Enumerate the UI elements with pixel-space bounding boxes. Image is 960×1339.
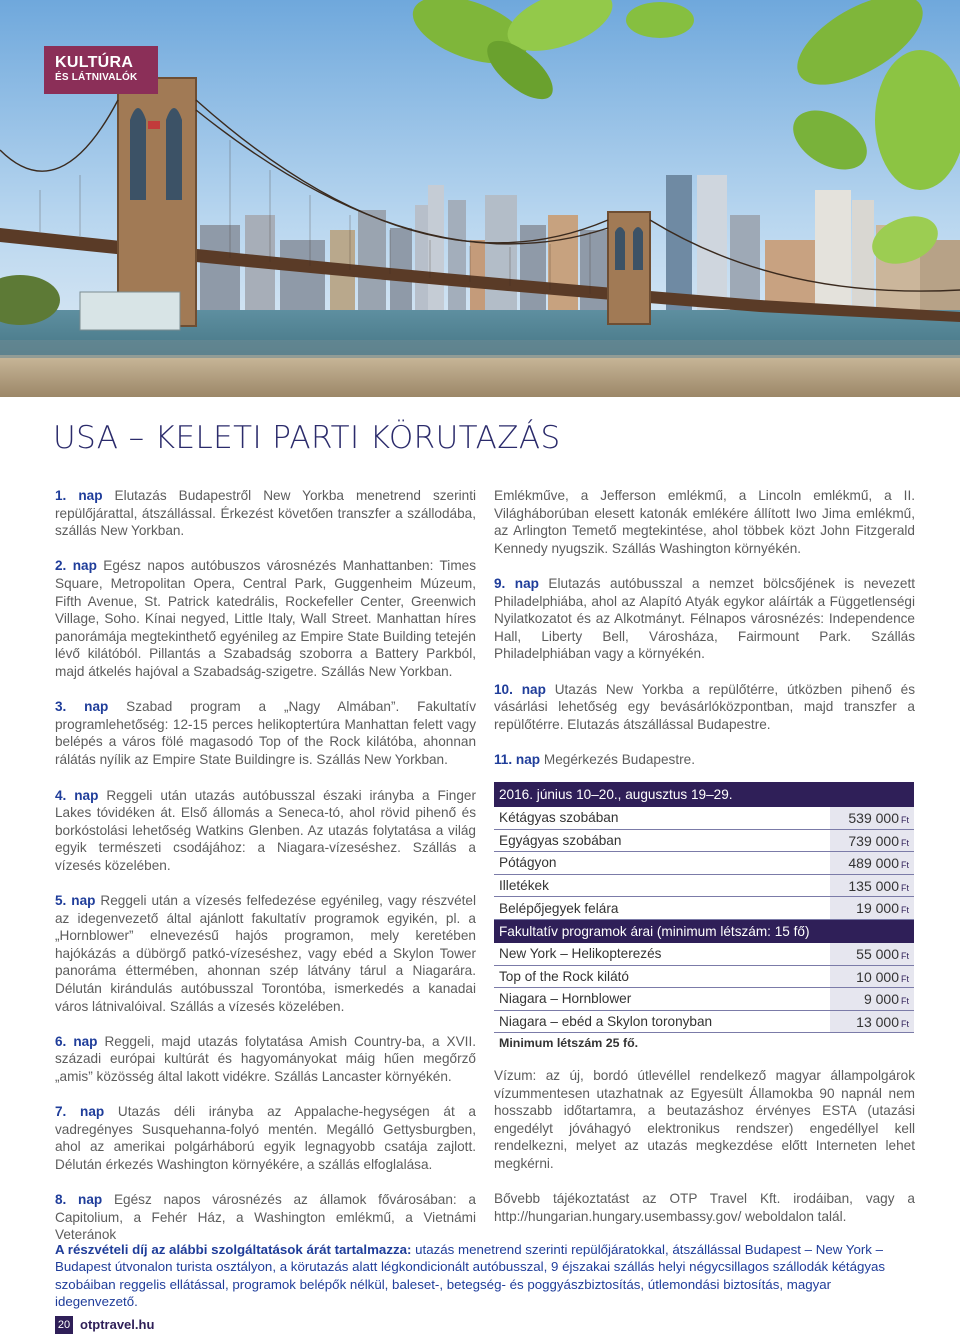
optional-price-row: New York – Helikopterezés 55 000 Ft bbox=[494, 943, 914, 966]
optional-price-row: Top of the Rock kilátó 10 000 Ft bbox=[494, 966, 914, 989]
website-link[interactable]: otptravel.hu bbox=[80, 1317, 155, 1332]
price-row: Pótágyon 489 000 Ft bbox=[494, 852, 914, 875]
itinerary-day: 8. nap Egész napos városnézés az államok fővárosában: a Capitolium, a Fehér Ház, a Washington emlékmű, a Vietnámi Veteránok bbox=[55, 1192, 476, 1243]
price-row: Egyágyas szobában 739 000 Ft bbox=[494, 830, 914, 853]
itinerary-left-column bbox=[55, 487, 476, 1262]
page-title: USA – KELETI PARTI KÖRUTAZÁS bbox=[53, 420, 561, 456]
badge-subtitle: ÉS LÁTNIVALÓK bbox=[55, 72, 138, 83]
itinerary-day: 10. nap Utazás New Yorkba a repülőtérre, útközben pihenő és vásárlási lehetőség egy bevásárlóközpontban, majd transzfer a repülőtérre. Elutazás átszállással Budapestre. bbox=[494, 681, 915, 732]
price-table bbox=[494, 782, 914, 1050]
optional-price-row: Niagara – ebéd a Skylon toronyban 13 000 Ft bbox=[494, 1011, 914, 1034]
optional-programs-header: Fakultatív programok árai (minimum létszám: 15 fő) bbox=[494, 920, 914, 943]
itinerary-day: 1. nap Elutazás Budapestről New Yorkba menetrend szerinti repülőjárattal, átszállással. Érkezést követően transzfer a szállodába, szállás New Yorkban. bbox=[55, 488, 477, 539]
itinerary-day: 7. nap Utazás déli irányba az Appalache-hegységen át a vadregényes Susquehanna-folyó mentén. Megálló Gettysburgben, ahol az amerikai polgárháború egyik legnagyobb csatája zajlott. Délután érkezés Washington környékére, a szállás elfoglalása. bbox=[55, 1104, 476, 1172]
itinerary-day: 4. nap Reggeli után utazás autóbusszal északi irányba a Finger Lakes tóvidéken át. Első állomás a Seneca-tó, ahol rövid pihenő és borkóstolási lehetőség Watkins Glenben. Az utazás folytatása a világ egyik természeti csodájához: a Niagara-vízeséshez. Szállás a vízesés közelében. bbox=[55, 787, 477, 873]
itinerary-day: 11. nap Megérkezés Budapestre. bbox=[494, 751, 695, 767]
price-row: Kétágyas szobában 539 000 Ft bbox=[494, 807, 914, 830]
minimum-participants-note: Minimum létszám 25 fő. bbox=[499, 1036, 639, 1051]
itinerary-right-column bbox=[494, 487, 915, 786]
visa-info-column bbox=[494, 1067, 915, 1243]
itinerary-day: 5. nap Reggeli után a vízesés felfedezése egyénileg, vagy részvétel az idegenvezető által ajánlott fakultatív programok egyikén, pl. a „Hornblower” elnevezésű hajós programon, mely keretében hajókázás a dübörgő patkó-vízeséshez, vagy ebéd a Skylon Tower panoráma éttermében, ahonnan szép látvány tárul a Niagarára. Délután kirándulás autóbusszal Torontóba, ismerkedés a kanadai város látnivalóival. Szállás a vízesés közelében. bbox=[55, 893, 476, 1014]
included-services-text: utazás menetrend szerinti repülőjáratokkal, átszállással Budapest – New York – Budapest útvonalon turista osztályon, a körutazás alatt légkondicionált autóbusszal, 9 éjszakai szállás helyi négycsillagos szállodák kétágyas szobáiban reggelis ellátással, programok belépők nélkül, baleset-, betegség- és poggyászbiztosítás, útlemondási biztosítás, magyar idegenvezető. bbox=[55, 1242, 886, 1310]
price-row: Illetékek 135 000 Ft bbox=[494, 875, 914, 898]
category-badge bbox=[44, 46, 158, 94]
price-table-header: 2016. június 10–20., augusztus 19–29. bbox=[494, 782, 914, 807]
itinerary-day: 6. nap Reggeli, majd utazás folytatása Amish Country-ba, a XVII. századi európai kultúrát és hagyományokat máig hűen megőrző „amis” közösség által lakott vidékre. Szállás Lancaster környékén. bbox=[55, 1033, 477, 1084]
badge-title: KULTÚRA bbox=[55, 54, 134, 71]
itinerary-day: 3. nap Szabad program a „Nagy Almában”. Fakultatív programlehetőség: 12-15 perces helikoptertúra Manhattan felett vagy belépés a város fölé magasodó Top of the Rock kilátóba, ahonnan rálátás nyílik az Empire State Buildingre is. Szállás New Yorkban. bbox=[55, 699, 477, 767]
itinerary-day: 2. nap Egész napos autóbuszos városnézés Manhattanben: Times Square, Metropolitan Opera, Central Park, Guggenheim Múzeum, Fifth Avenue, St. Patrick katedrális, Rockefeller Center, Greenwich Village, Soho. Kínai negyed, Little Italy, Wall Street. Manhattan híres panorámája megtekinthető egyénileg az Empire State Building tetején lévő kilátóból. Pillantás a Szabadság szoborra a Battery Parkból, majd átkelés hajóval a Szabadság-szigetre. Szállás New Yorkban. bbox=[55, 558, 476, 679]
price-row: Belépőjegyek felára 19 000 Ft bbox=[494, 897, 914, 920]
optional-price-row: Niagara – Hornblower 9 000 Ft bbox=[494, 988, 914, 1011]
included-services bbox=[55, 1241, 915, 1311]
itinerary-day: Emlékműve, a Jefferson emlékmű, a Lincoln emlékmű, a II. Világháborúban elesett katonák emlékére állított Iwo Jima emlékmű, az Arlington Temető megtekintése, ahol többek közt John Fitzgerald Kennedy nyugszik. Szállás Washington környékén. bbox=[494, 488, 915, 556]
visa-text: Vízum: az új, bordó útlevéllel rendelkező magyar állampolgárok vízummentesen utazhatnak az Egyesült Államokba 90 napnál nem hosszabb időtartamra, a beutazáshoz érvényes ESTA (utazási engedélyt jóváhagyó elektronikus rendszer) engedéllyel kell rendelkezni, melyet az utazás megkezdése előtt Interneten lehet megkérni. bbox=[494, 1068, 915, 1171]
included-services-lead: A részvételi díj az alábbi szolgáltatások árát tartalmazza: bbox=[55, 1242, 412, 1257]
info-text: Bővebb tájékoztatást az OTP Travel Kft. irodáiban, vagy a http://hungarian.hungary.usembassy.gov/ weboldalon talál. bbox=[494, 1191, 915, 1224]
page-number: 20 bbox=[55, 1316, 73, 1334]
itinerary-day: 9. nap Elutazás autóbusszal a nemzet bölcsőjének is nevezett Philadelphiába, ahol az Alapító Atyák egykor aláírták a Függetlenségi Nyilatkozatot és az Alkotmányt. Félnapos városnézés: Independence Hall, Liberty Bell, Városháza, Fairmount Park. Szállás Philadelphiában vagy a környékén. bbox=[494, 575, 915, 662]
